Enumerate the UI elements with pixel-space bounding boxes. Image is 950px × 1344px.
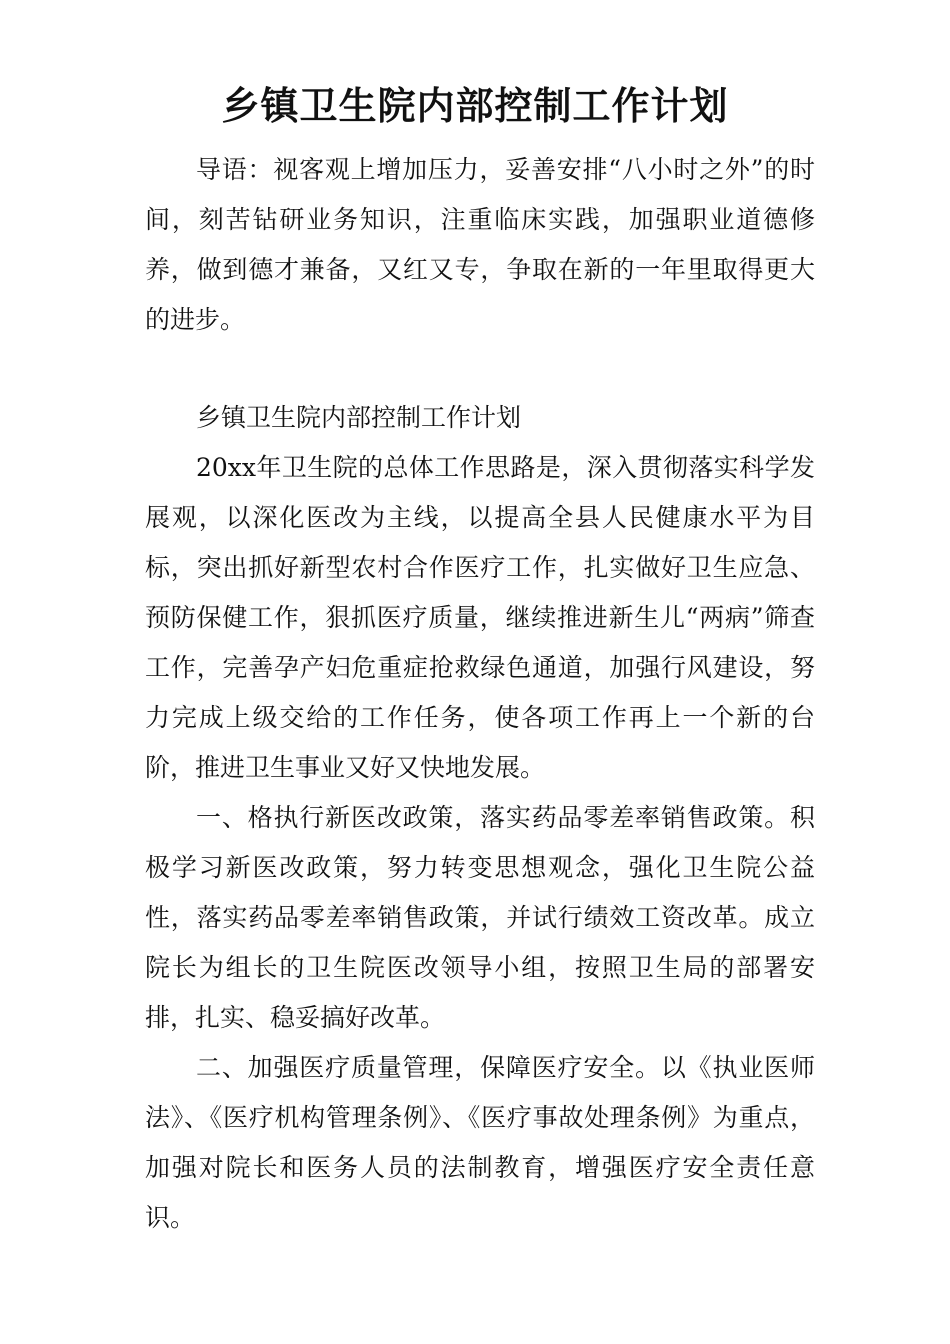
body-paragraph-item-1: 一、格执行新医改政策，落实药品零差率销售政策。积极学习新医改政策，努力转变思想观念，强化卫生院公益性，落实药品零差率销售政策，并试行绩效工资改革。成立院长为组长的卫生院医改领导小组，按照卫生局的部署安排，扎实、稳妥搞好改革。 xyxy=(145,803,815,1032)
body-paragraph-overview: 20xx年卫生院的总体工作思路是，深入贯彻落实科学发展观，以深化医改为主线，以提高全县人民健康水平为目标，突出抓好新型农村合作医疗工作，扎实做好卫生应急、预防保健工作，狠抓医疗质量，继续推进新生儿“两病”筛查工作，完善孕产妇危重症抢救绿色通道，加强行风建设，努力完成上级交给的工作任务，使各项工作再上一个新的台阶，推进卫生事业又好又快地发展。 xyxy=(145,453,815,782)
body-paragraph-item-2: 二、加强医疗质量管理，保障医疗安全。以《执业医师法》、《医疗机构管理条例》、《医疗事故处理条例》为重点，加强对院长和医务人员的法制教育，增强医疗安全责任意识。 xyxy=(145,1053,815,1232)
intro-paragraph: 导语：视客观上增加压力，妥善安排“八小时之外”的时间，刻苦钻研业务知识，注重临床实践，加强职业道德修养，做到德才兼备，又红又专，争取在新的一年里取得更大的进步。 xyxy=(145,155,815,334)
document-title: 乡镇卫生院内部控制工作计划 xyxy=(221,83,729,128)
section-heading: 乡镇卫生院内部控制工作计划 xyxy=(196,403,522,432)
